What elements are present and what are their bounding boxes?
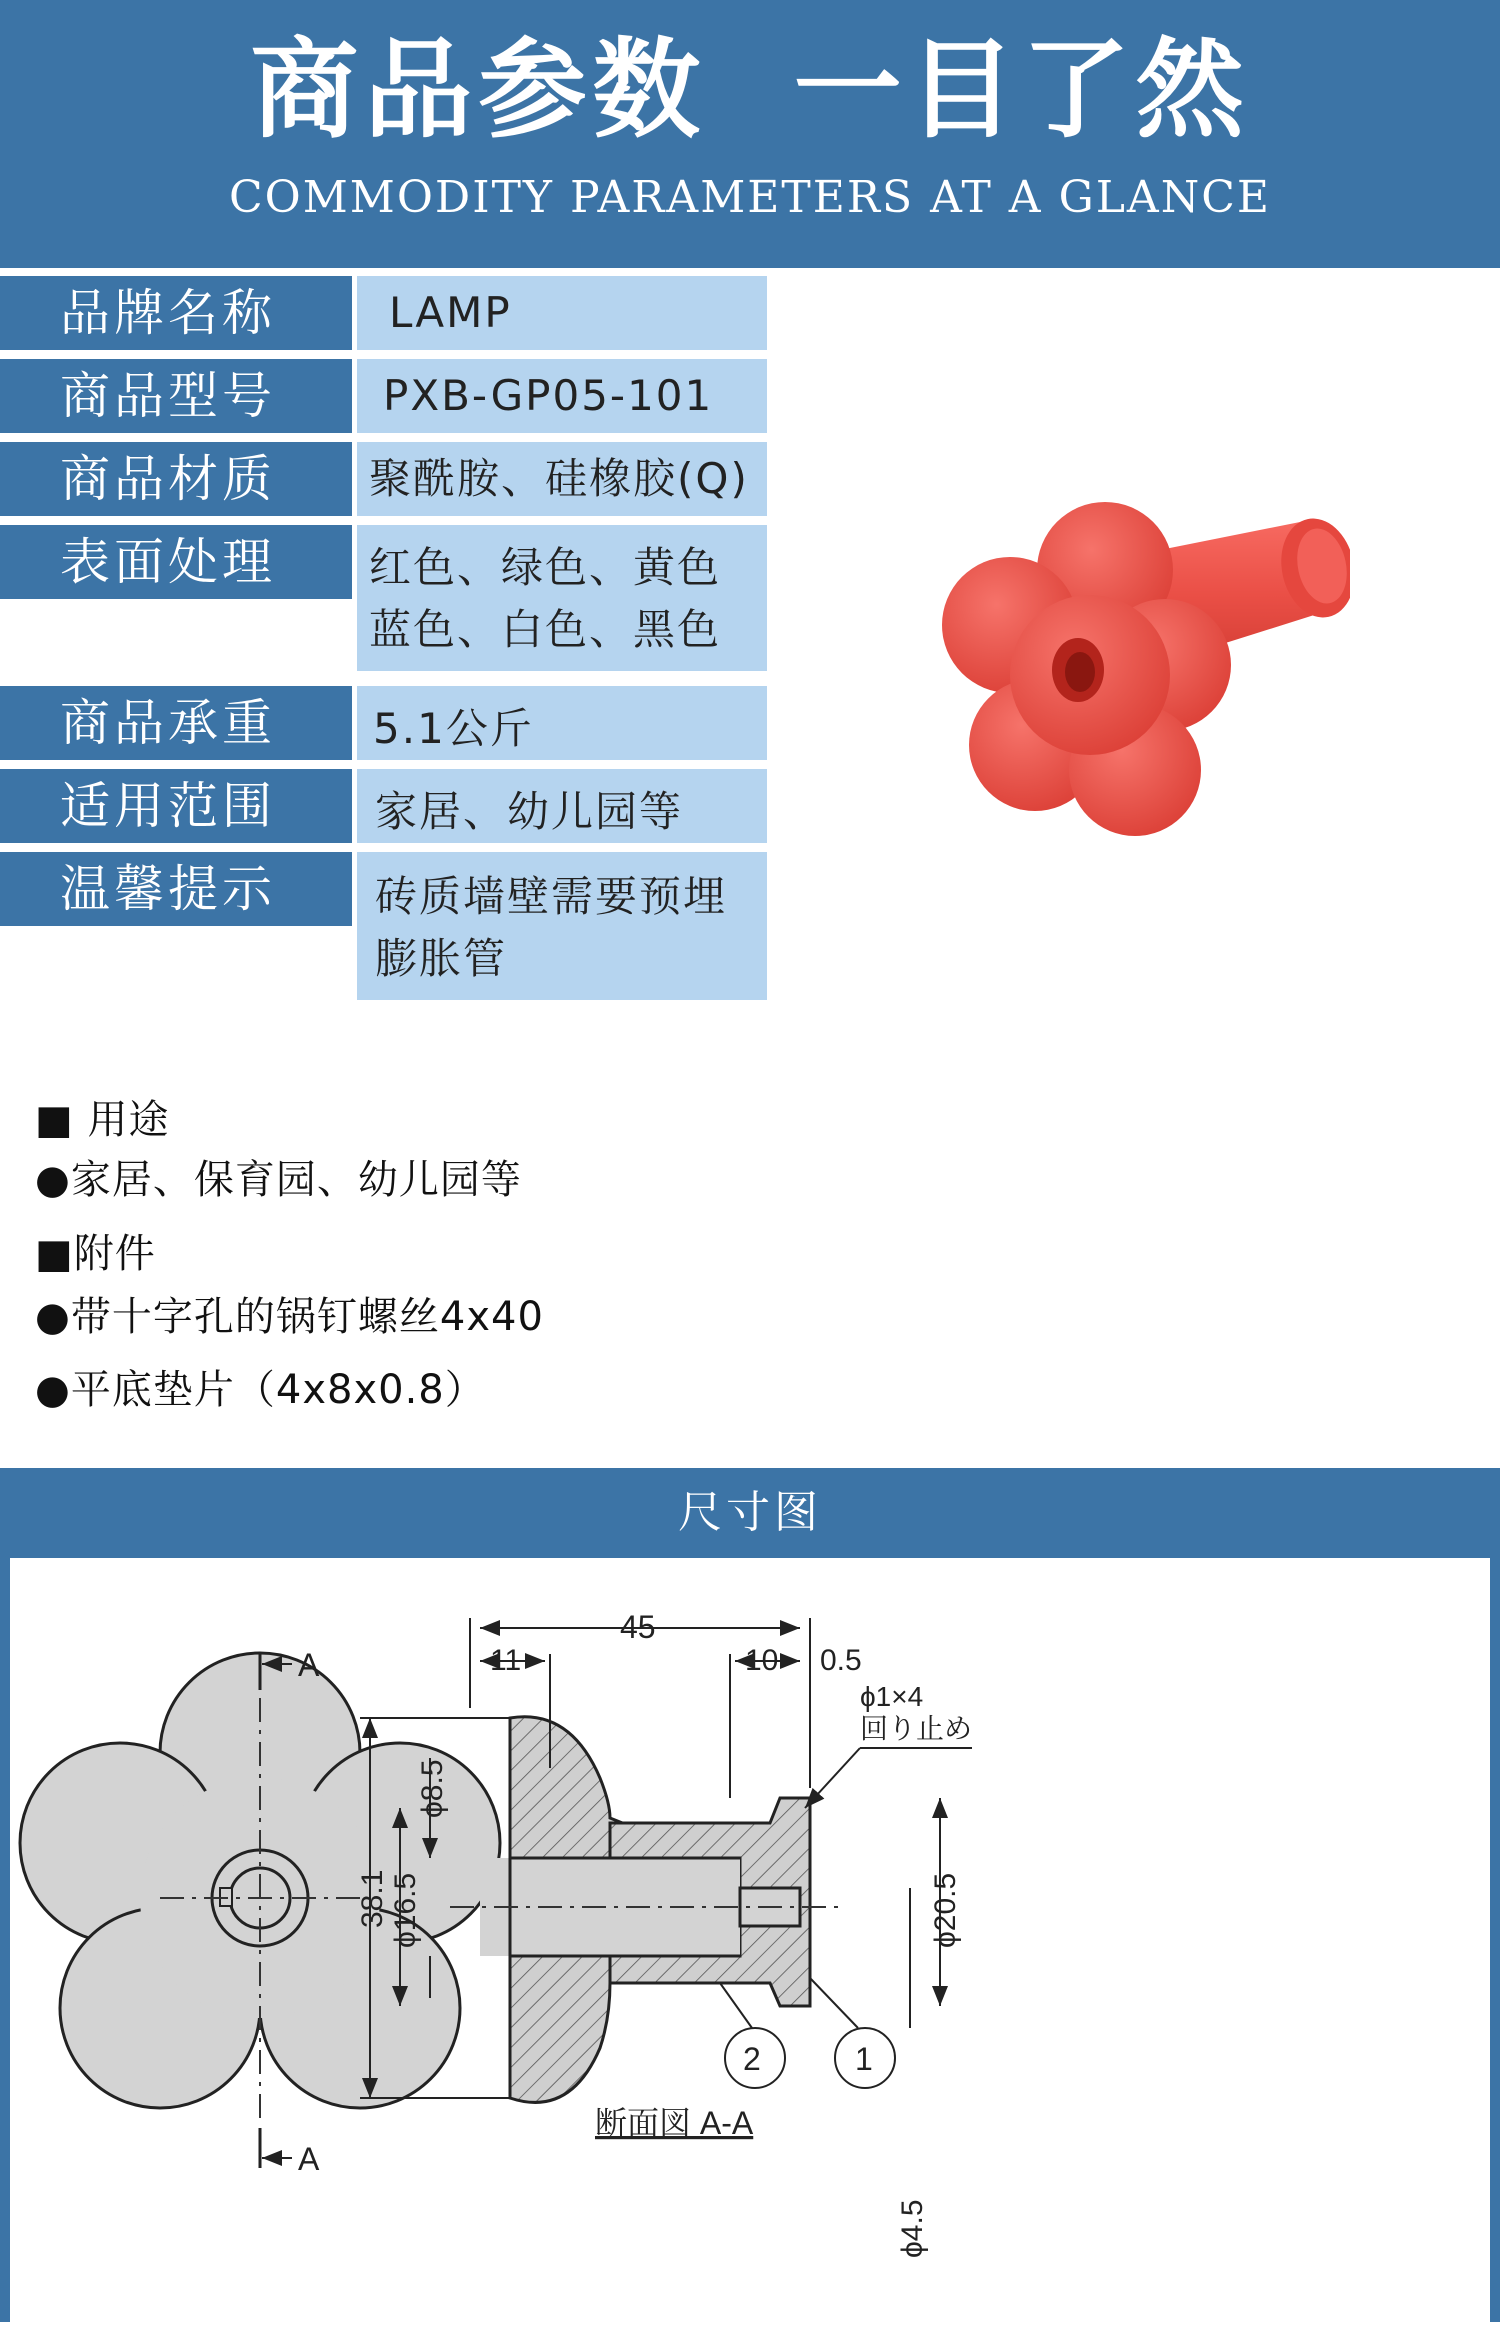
dimension-drawing xyxy=(10,1558,1490,2322)
product-image xyxy=(930,500,1350,860)
dim-collar: ϕ20.5 xyxy=(929,1872,962,1948)
param-value-line: 聚酰胺、硅橡胶(Q) xyxy=(369,454,749,503)
usage-item: ●家居、保育园、幼儿园等 xyxy=(35,1157,522,1203)
param-value-line: 红色、绿色、黄色 xyxy=(369,543,722,592)
param-label-model: 商品型号 xyxy=(0,359,352,433)
section-caption: 断面図 A-A xyxy=(595,2105,754,2141)
param-label-load: 商品承重 xyxy=(0,686,352,760)
section-marker-bottom xyxy=(260,2128,320,2177)
dim-bore: ϕ8.5 xyxy=(416,1759,449,1818)
param-value-scope xyxy=(357,769,767,843)
param-value-line: 膨胀管 xyxy=(375,934,508,983)
param-value-line: LAMP xyxy=(389,288,512,337)
dim-pin: ϕ1×4 xyxy=(860,1681,924,1712)
param-label-scope: 适用范围 xyxy=(0,769,352,843)
dim-hole: ϕ4.5 xyxy=(896,2199,929,2258)
page-title: 商品参数 一目了然 xyxy=(250,28,1250,153)
param-value-line: 砖质墙壁需要预埋 xyxy=(375,872,728,921)
accessory-item: ●平底垫片（4x8x0.8） xyxy=(35,1367,486,1413)
dim-pin-note: 回り止め xyxy=(860,1713,973,1744)
param-value-line: 蓝色、白色、黑色 xyxy=(369,605,722,654)
param-value-load xyxy=(357,686,767,760)
page-subtitle: COMMODITY PARAMETERS AT A GLANCE xyxy=(229,172,1271,223)
param-value-line: 5.1公斤 xyxy=(373,704,534,753)
param-value-finish xyxy=(357,525,767,671)
usage-heading: ■ 用途 xyxy=(35,1097,170,1143)
param-value-line: 家居、幼儿园等 xyxy=(375,787,684,836)
param-value-brand xyxy=(357,276,767,350)
accessories-heading: ■附件 xyxy=(35,1231,156,1277)
accessory-item: ●带十字孔的锅钉螺丝4x40 xyxy=(35,1294,544,1340)
param-value-tip xyxy=(357,852,767,1000)
dim-total-length: 45 xyxy=(620,1609,656,1645)
dimension-svg xyxy=(10,1558,1490,2322)
dim-end-gap: 0.5 xyxy=(820,1644,862,1677)
param-label-brand: 品牌名称 xyxy=(0,276,352,350)
callout-label: 1 xyxy=(855,2041,873,2077)
dim-shaft: ϕ16.5 xyxy=(389,1872,422,1948)
section-label: A xyxy=(298,1647,320,1683)
dim-end-length: 10 xyxy=(745,1644,779,1677)
param-value-line: PXB-GP05-101 xyxy=(383,371,714,420)
param-value-material xyxy=(357,442,767,516)
section-label: A xyxy=(298,2141,320,2177)
dim-head-length: 11 xyxy=(490,1644,522,1677)
param-label-material: 商品材质 xyxy=(0,442,352,516)
dim-height: 38.1 xyxy=(356,1869,389,1928)
header-banner xyxy=(0,0,1500,268)
param-label-tip: 温馨提示 xyxy=(0,852,352,926)
callout-label: 2 xyxy=(743,2041,761,2077)
param-value-model xyxy=(357,359,767,433)
dimension-title: 尺寸图 xyxy=(0,1468,1500,1558)
param-label-finish: 表面处理 xyxy=(0,525,352,599)
